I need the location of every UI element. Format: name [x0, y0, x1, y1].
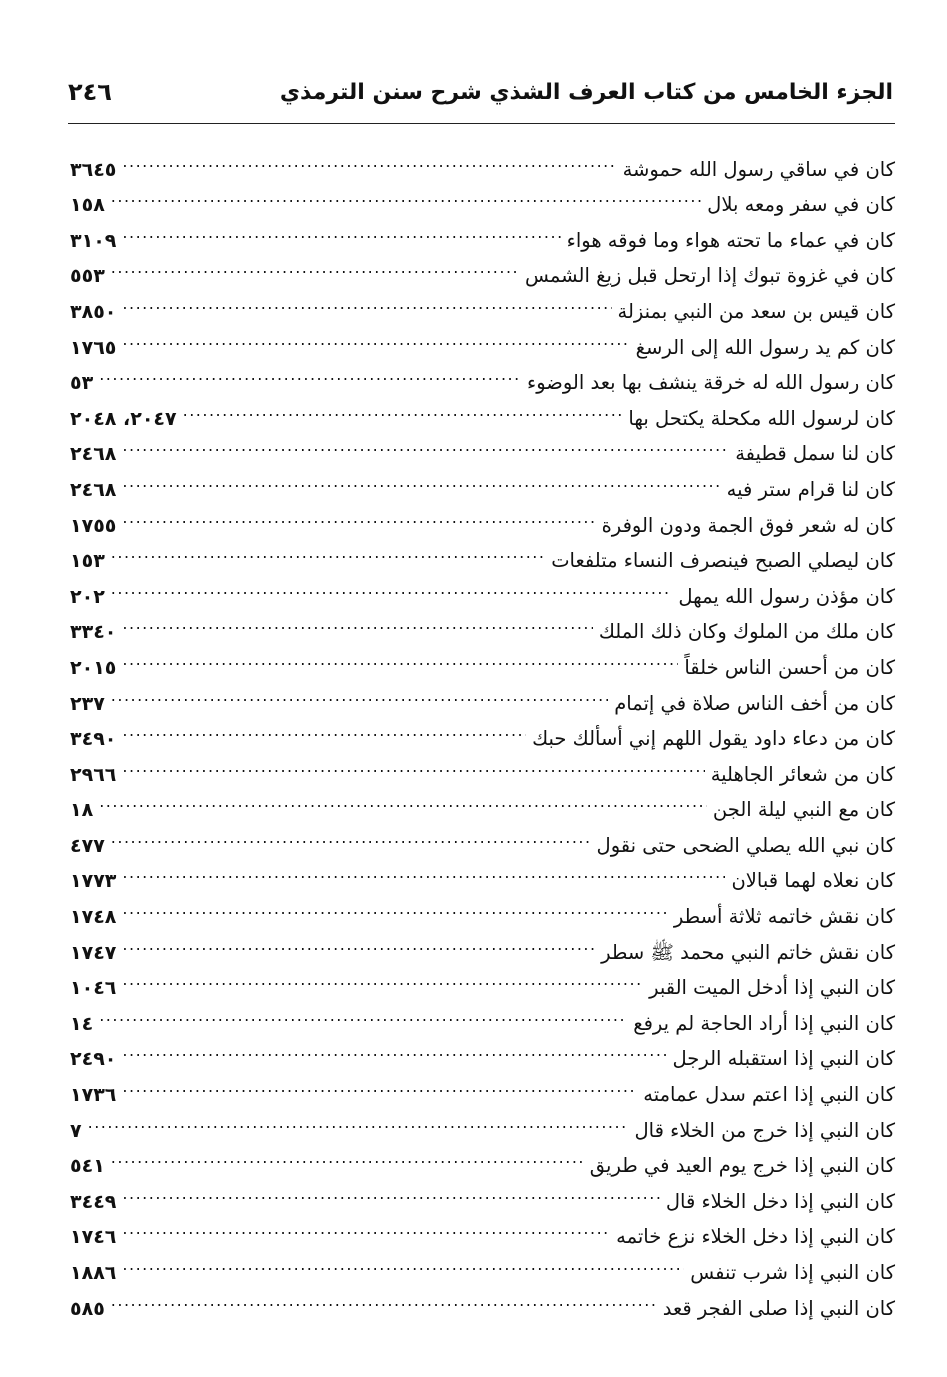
entry-reference-number: ١٥٣	[70, 550, 105, 573]
entry-text: كان النبي إذا اعتم سدل عمامته	[643, 1083, 895, 1107]
entry-reference-number: ١٧٣٦	[70, 1084, 117, 1107]
entry-reference-number: ٥٨٥	[70, 1297, 105, 1320]
entry-reference-number: ٣٣٤٠	[70, 621, 117, 644]
entry-text: كان مع النبي ليلة الجن	[712, 798, 895, 822]
dot-leader	[111, 816, 591, 852]
entry-text: كان النبي إذا استقبله الرجل	[672, 1047, 895, 1071]
running-title: الجزء الخامس من كتاب العرف الشذي شرح سنن الترمذي	[279, 79, 893, 105]
dot-leader	[111, 1279, 657, 1315]
entry-text: كان في سفر ومعه بلال	[707, 193, 895, 217]
entry-text: كان النبي إذا صلى الفجر قعد	[662, 1296, 895, 1320]
entry-reference-number: ٣٦٤٥	[70, 158, 117, 181]
dot-leader	[122, 1243, 684, 1279]
entry-text: كان كم يد رسول الله إلى الرسغ	[635, 335, 895, 359]
entry-reference-number: ١٧٤٧	[70, 941, 117, 964]
dot-leader	[111, 674, 608, 710]
dot-leader	[122, 1065, 637, 1101]
entry-text: كان قيس بن سعد من النبي بمنزلة	[617, 299, 895, 323]
dot-leader	[122, 923, 595, 959]
dot-leader	[111, 1137, 584, 1173]
entry-reference-number: ٣٨٥٠	[70, 300, 117, 323]
entry-reference-number: ٣١٠٩	[70, 229, 117, 252]
page-header	[68, 72, 893, 112]
entry-text: كان نقش خاتمه ثلاثة أسطر	[673, 905, 895, 929]
entry-text: كان النبي إذا دخل الخلاء نزع خاتمه	[616, 1225, 895, 1249]
entry-text: كان في ساقي رسول الله حموشة	[622, 157, 895, 181]
dot-leader	[99, 994, 627, 1030]
entry-reference-number: ١٨٨٦	[70, 1262, 117, 1284]
entry-reference-number: ٧	[70, 1119, 82, 1142]
dot-leader	[122, 140, 616, 176]
dot-leader	[122, 425, 729, 461]
entry-text: كان لرسول الله مكحلة يكتحل بها	[628, 406, 895, 430]
entry-reference-number: ١٥٨	[70, 194, 105, 217]
entry-reference-number: ١٧٧٣	[70, 870, 117, 893]
entry-reference-number: ٢٠١٥	[70, 656, 117, 679]
dot-leader	[99, 781, 707, 817]
entry-reference-number: ١٤	[70, 1012, 94, 1035]
dot-leader	[122, 282, 611, 318]
entry-text: كان النبي إذا أراد الحاجة لم يرفع	[633, 1011, 895, 1035]
entry-text: كان نقش خاتم النبي محمد ﷺ سطر	[601, 940, 895, 964]
entry-text: كان النبي إذا أدخل الميت القبر	[649, 976, 895, 1000]
entry-reference-number: ٢٤٦٨	[70, 478, 117, 501]
dot-leader	[111, 176, 701, 212]
entry-text: كان مؤذن رسول الله يمهل	[678, 584, 895, 608]
entry-text: كان النبي إذا دخل الخلاء قال	[665, 1189, 895, 1213]
entry-text: كان لنا سمل قطيفة	[735, 442, 895, 466]
dot-leader	[122, 1172, 659, 1208]
entry-reference-number: ١٧٤٨	[70, 906, 117, 929]
entry-text: كان من شعائر الجاهلية	[710, 762, 895, 786]
entry-text: كان النبي إذا خرج من الخلاء قال	[634, 1118, 895, 1142]
dot-leader	[183, 389, 623, 425]
dot-leader	[122, 1030, 666, 1066]
entry-text: كان من دعاء داود يقول اللهم إني أسألك حبك	[532, 727, 895, 751]
entry-text: كان في عماء ما تحته هواء وما فوقه هواء	[566, 228, 895, 252]
entry-text: كان ليصلي الصبح فينصرف النساء متلفعات	[551, 549, 895, 573]
entry-reference-number: ١٧٤٦	[70, 1226, 117, 1249]
dot-leader	[111, 567, 673, 603]
dot-leader	[122, 603, 592, 639]
entry-text: كان النبي إذا خرج يوم العيد في طريق	[589, 1154, 895, 1178]
dot-leader	[122, 1208, 610, 1244]
dot-leader	[122, 496, 595, 532]
index-list	[70, 140, 895, 1320]
dot-leader	[122, 638, 678, 674]
dot-leader	[111, 247, 519, 283]
entry-reference-number: ٢٤٩٠	[70, 1048, 117, 1071]
dot-leader	[122, 852, 725, 888]
dot-leader	[122, 460, 720, 496]
entry-text: كان نعلاه لهما قبالان	[731, 869, 895, 893]
dot-leader	[122, 959, 643, 995]
entry-text: كان النبي إذا شرب تنفس	[690, 1261, 895, 1284]
entry-text: كان نبي الله يصلي الضحى حتى نقول	[596, 833, 895, 857]
dot-leader	[99, 354, 521, 390]
entry-reference-number: ٥٥٣	[70, 265, 105, 288]
entry-text: كان له شعر فوق الجمة ودون الوفرة	[601, 513, 895, 537]
dot-leader	[122, 318, 629, 354]
dot-leader	[122, 887, 668, 923]
entry-reference-number: ١٠٤٦	[70, 977, 117, 1000]
entry-reference-number: ٤٧٧	[70, 834, 105, 857]
entry-text: كان رسول الله له خرقة ينشف بها بعد الوضوء	[527, 371, 895, 395]
entry-reference-number: ٥٣	[70, 372, 94, 395]
entry-reference-number: ٣٤٤٩	[70, 1190, 117, 1213]
dot-leader	[122, 211, 560, 247]
dot-leader	[88, 1101, 629, 1137]
entry-reference-number: ٢٠٤٧، ٢٠٤٨	[70, 407, 177, 430]
entry-reference-number: ١٧٥٥	[70, 514, 117, 537]
entry-reference-number: ٢٩٦٦	[70, 763, 117, 786]
dot-leader	[111, 532, 545, 568]
dot-leader	[122, 745, 704, 781]
entry-reference-number: ٣٤٩٠	[70, 728, 117, 751]
entry-text: كان ملك من الملوك وكان ذلك الملك	[598, 620, 895, 644]
entry-reference-number: ٢٤٦٨	[70, 443, 117, 466]
index-entry	[70, 140, 895, 181]
entry-text: كان من أحسن الناس خلقاً	[684, 655, 895, 679]
entry-reference-number: ١٨	[70, 799, 94, 822]
entry-reference-number: ٥٤١	[70, 1155, 105, 1178]
page-number: ٢٤٦	[68, 78, 112, 106]
entry-text: كان في غزوة تبوك إذا ارتحل قبل زيغ الشمس	[525, 264, 895, 288]
dot-leader	[122, 710, 526, 746]
entry-reference-number: ٢٠٢	[70, 585, 105, 608]
entry-reference-number: ٢٣٧	[70, 692, 105, 715]
entry-text: كان من أخف الناس صلاة في إتمام	[614, 691, 895, 715]
header-rule	[68, 123, 895, 124]
entry-reference-number: ١٧٦٥	[70, 336, 117, 359]
entry-text: كان لنا قرام ستر فيه	[726, 477, 895, 501]
